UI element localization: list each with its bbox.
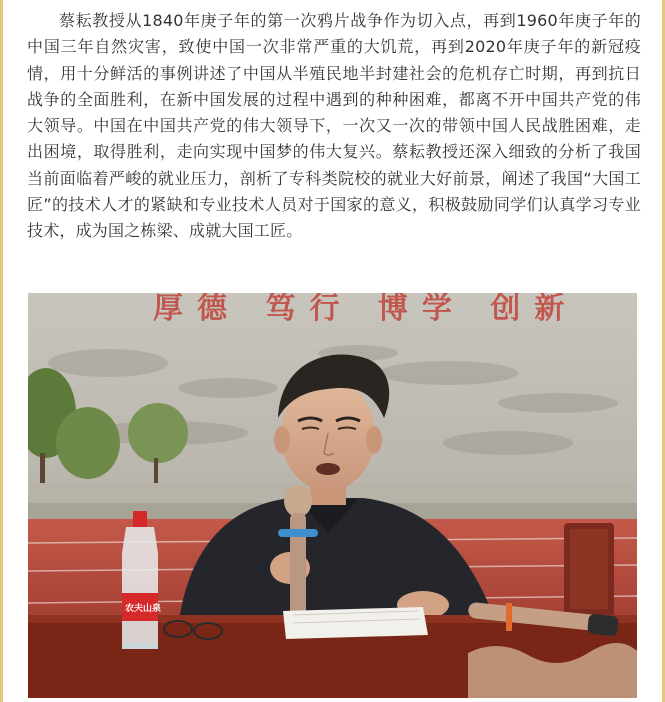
wall-slogan: 厚德 笃行 博学 创新 bbox=[153, 293, 579, 326]
papers bbox=[283, 607, 428, 639]
chair bbox=[564, 523, 614, 618]
svg-text:农夫山泉: 农夫山泉 bbox=[125, 604, 162, 614]
left-border bbox=[0, 0, 3, 702]
article-paragraph: 蔡耘教授从1840年庚子年的第一次鸦片战争作为切入点，再到1960年庚子年的中国三年自然灾害，致使中国一次非常严重的大饥荒，再到2020年庚子年的新冠疫情，用十分鲜活的事例讲述了中国从半殖民地半封建社会的危机存亡时期，再到抗日战争的全面胜利，在新中国发展的过程中遇到的种种困难，都离不开中国共产党的伟大领导。中国在中国共产党的伟大领导下，一次又一次的带领中国人民战胜困难，走出困境，取得胜利，走向实现中国梦的伟大复兴。蔡耘教授还深入细致的分析了我国当前面临着严峻的就业压力，剖析了专科类院校的就业大好前景，阐述了我国“大国工匠”的技术人才的紧缺和专业技术人员对于国家的意义，积极鼓励同学们认真学习专业技术，成为国之栋梁、成就大国工匠。 bbox=[27, 11, 641, 241]
lecture-photo bbox=[28, 293, 637, 698]
